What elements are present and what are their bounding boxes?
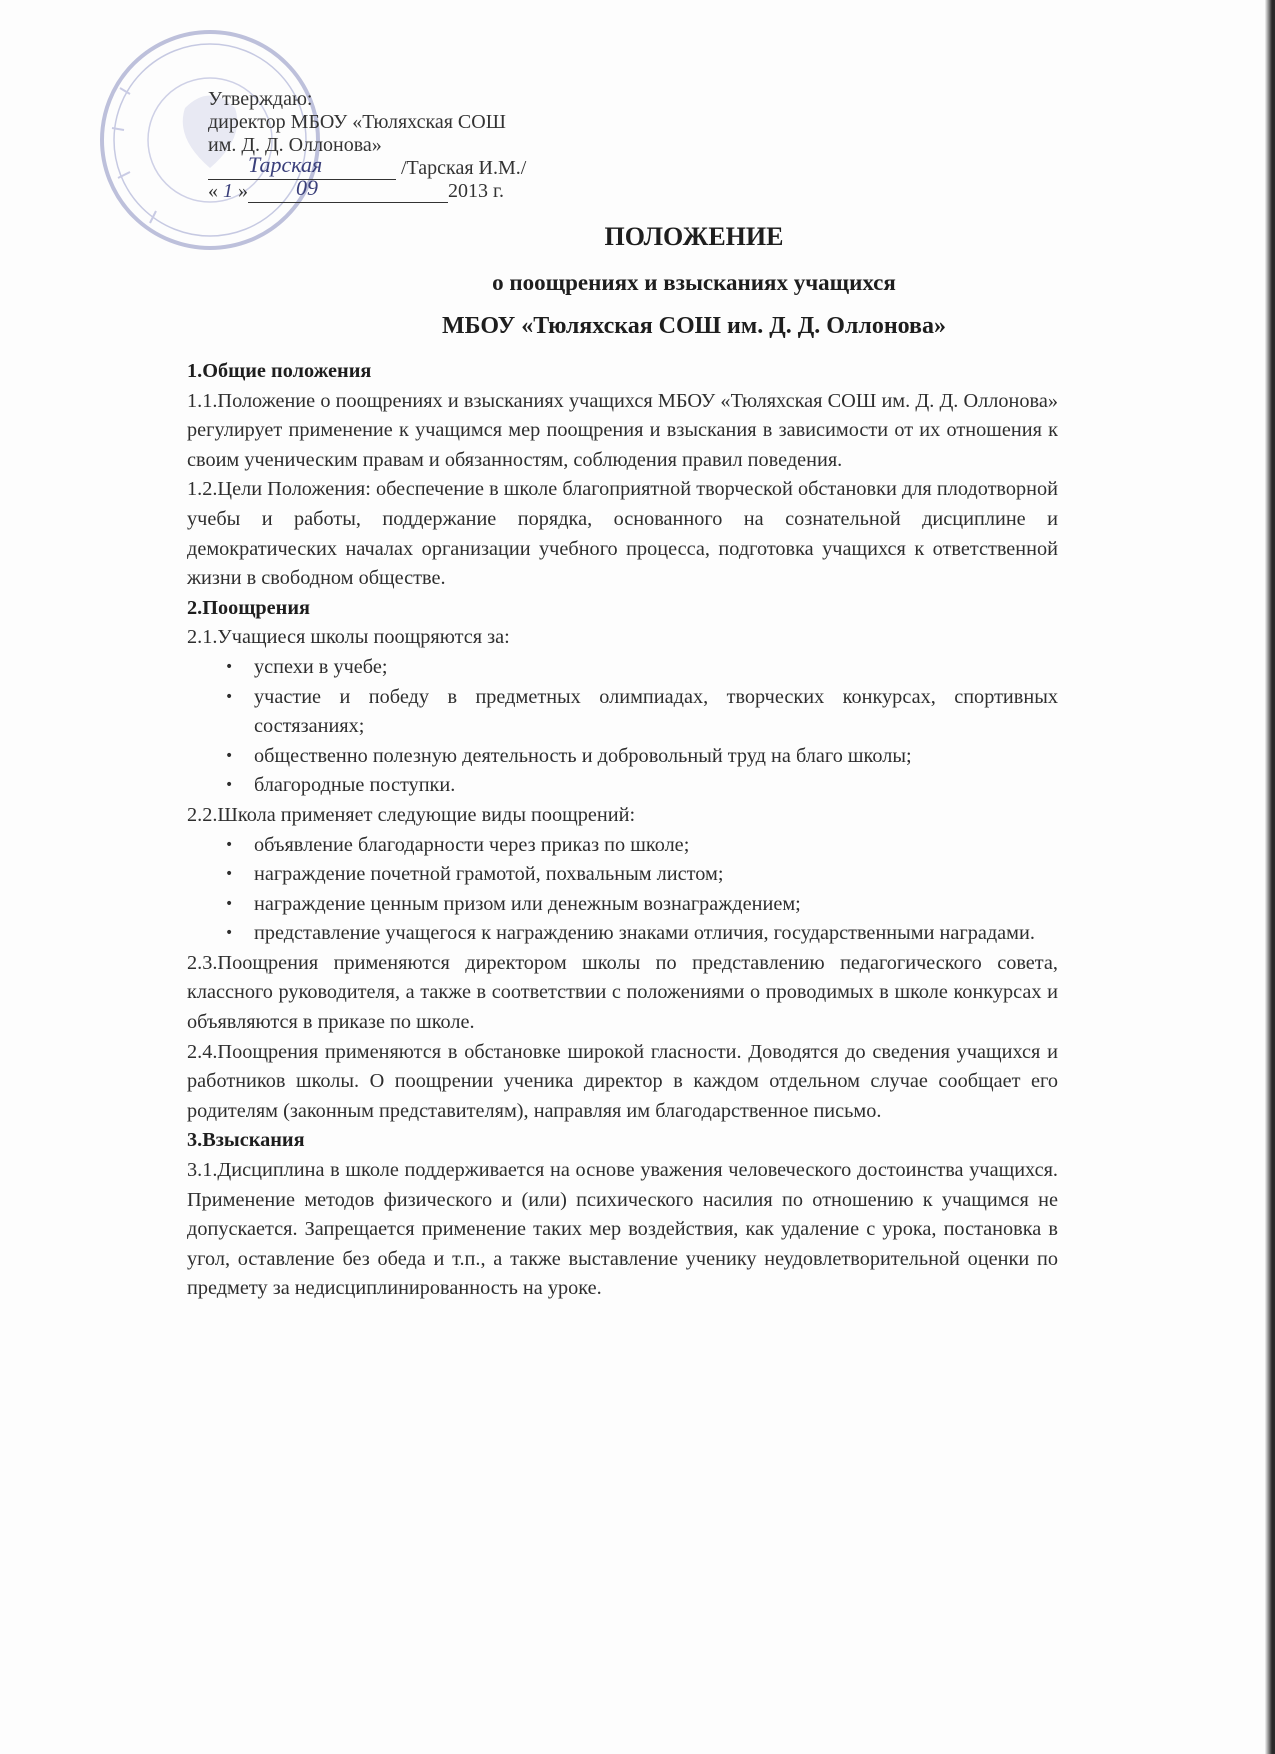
paragraph: 1.2.Цели Положения: обеспечение в школе благоприятной творческой обстановки для плодотворной учебы и работы, поддержание порядка, основанного на сознательной дисциплине и демократических началах организации учебного процесса, подготовка учащихся к ответственной жизни в свободном обществе.	[187, 478, 1058, 590]
list-item: • награждение почетной грамотой, похвальным листом;	[187, 860, 1058, 890]
list-item: • успехи в учебе;	[187, 653, 1058, 683]
list-item: • благородные поступки.	[187, 771, 1058, 801]
approval-signature-line	[208, 152, 527, 180]
rewards-reasons-list	[187, 653, 1058, 801]
paragraph: 3.1.Дисциплина в школе поддерживается на основе уважения человеческого достоинства учащихся. Применение методов физического и (или) психического насилия по отношению к учащимся не допускается. Запрещается применение таких мер воздействия, как удаление с урока, постановка в угол, оставление без обеда и т.п., а также выставление ученику неудовлетворительной оценки по предмету за недисциплинированность на уроке.	[187, 1159, 1058, 1300]
approval-date	[208, 175, 526, 203]
date-day: 1	[223, 180, 233, 202]
approval-school: им. Д. Д. Оллонова»	[208, 134, 382, 156]
paragraph: 1.1.Положение о поощрениях и взысканиях учащихся МБОУ «Тюляхская СОШ им. Д. Д. Оллонова» регулирует применение к учащимся мер поощрения и взыскания в зависимости от их отношения к своим ученическим правам и обязанностям, соблюдения правил поведения.	[187, 389, 1058, 471]
paragraph: 2.3.Поощрения применяются директором школы по представлению педагогического совета, классного руководителя, а также в соответствии с положениями о проводимых в школе конкурсах и объявляются в приказе по школе.	[187, 951, 1058, 1034]
quote-open: «	[208, 180, 218, 202]
reward-types-list	[187, 831, 1058, 949]
date-month-field	[248, 175, 448, 203]
list-item: • участие и победу в предметных олимпиадах, творческих конкурсах, спортивных состязаниях;	[187, 683, 1058, 742]
approver-name: /Тарская И.М./	[401, 157, 527, 179]
quote-close: »	[238, 180, 248, 202]
paragraph: 2.2.Школа применяет следующие виды поощрений:	[187, 803, 636, 826]
section-heading: 2.Поощрения	[187, 596, 311, 619]
document-subtitle: о поощрениях и взысканиях учащихся	[492, 270, 896, 295]
date-year: 2013 г.	[448, 180, 504, 202]
handwritten-signature: Тарская	[248, 152, 323, 177]
paragraph: 2.1.Учащиеся школы поощряются за:	[187, 626, 510, 649]
section-heading: 1.Общие положения	[187, 360, 372, 382]
list-item: • общественно полезную деятельность и добровольный труд на благо школы;	[187, 742, 1058, 772]
section-heading: 3.Взыскания	[187, 1129, 305, 1152]
approval-label: Утверждаю:	[208, 88, 313, 110]
paragraph: 2.4.Поощрения применяются в обстановке широкой гласности. Доводятся до сведения учащихся и работников школы. О поощрении ученика директор в каждом отдельном случае сообщает его родителям (законным представителям), направляя им благодарственное письмо.	[187, 1040, 1058, 1122]
date-month: 09	[296, 175, 318, 200]
list-item: • представление учащегося к награждению знаками отличия, государственными наградами.	[187, 919, 1058, 949]
list-item: • объявление благодарности через приказ по школе;	[187, 831, 1058, 861]
document-school-name: МБОУ «Тюляхская СОШ им. Д. Д. Оллонова»	[441, 313, 947, 339]
document-title: ПОЛОЖЕНИЕ	[604, 222, 784, 251]
approval-position: директор МБОУ «Тюляхская СОШ	[208, 111, 506, 133]
list-item: • награждение ценным призом или денежным вознаграждением;	[187, 890, 1058, 920]
approval-block	[208, 88, 526, 203]
scan-edge	[1265, 0, 1275, 1754]
document-body	[187, 357, 1058, 1304]
